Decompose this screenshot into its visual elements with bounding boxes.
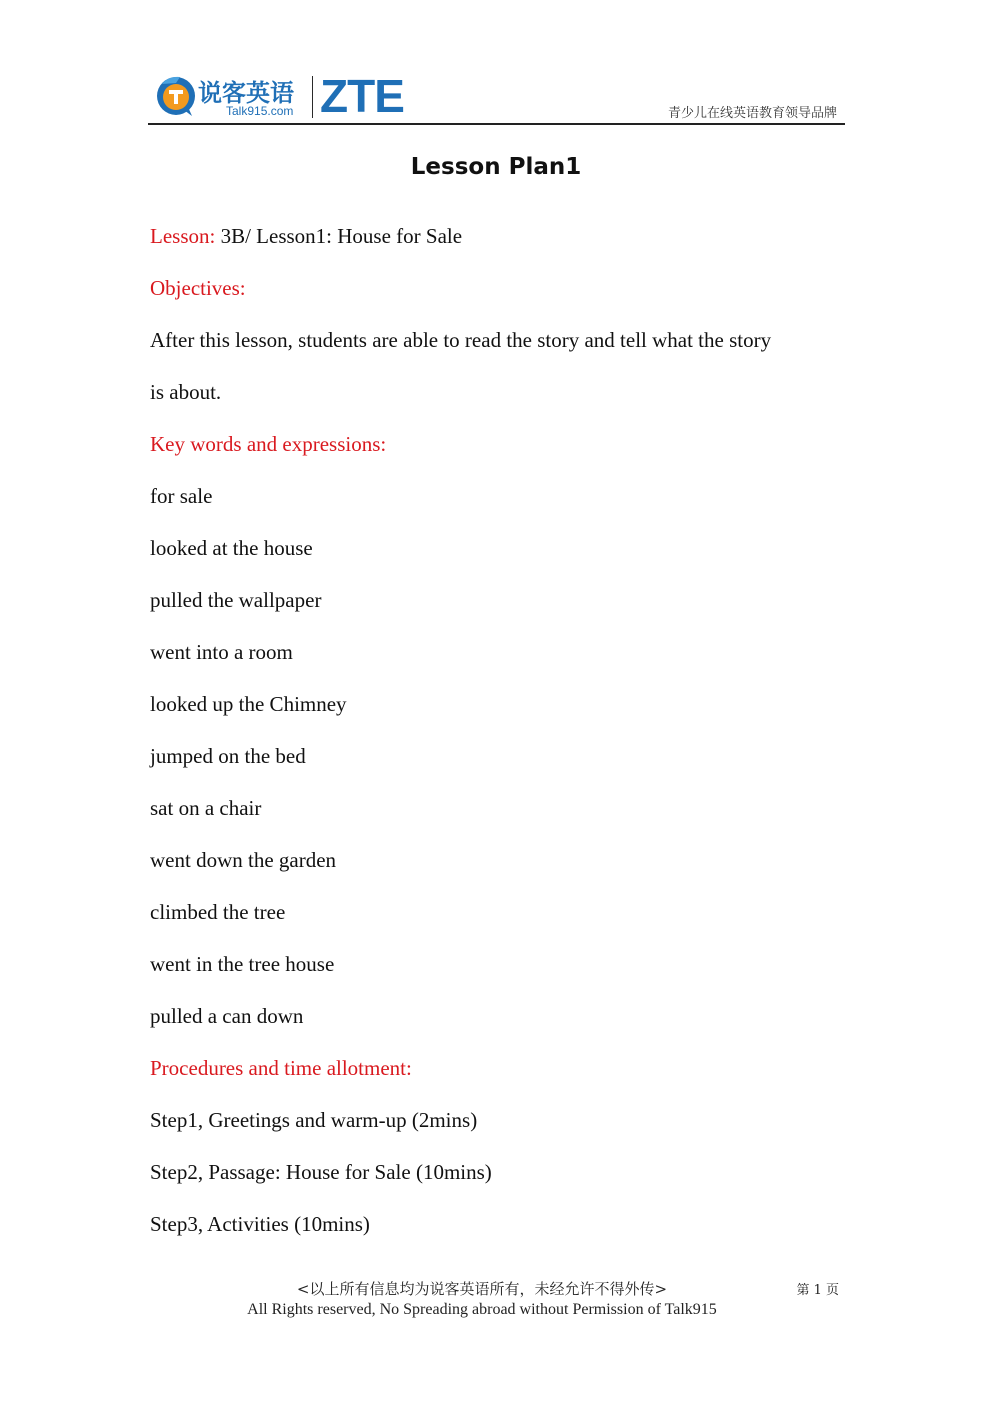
lesson-value: 3B/ Lesson1: House for Sale bbox=[215, 224, 463, 248]
objectives-text: After this lesson, students are able to read the story and tell what the story bbox=[150, 328, 772, 352]
keyword-item: looked up the Chimney bbox=[150, 692, 347, 716]
logo-url: Talk915.com bbox=[226, 104, 294, 118]
lesson-label: Lesson: bbox=[150, 224, 216, 248]
zte-logo: ZTE bbox=[320, 70, 404, 122]
keyword-item: pulled a can down bbox=[150, 1004, 304, 1028]
page-number: 第 1 页 bbox=[796, 1283, 839, 1298]
talk915-logo-icon bbox=[154, 74, 198, 118]
footer-notice-english: All Rights reserved, No Spreading abroad without Permission of Talk915 bbox=[247, 1301, 717, 1318]
keyword-item: pulled the wallpaper bbox=[150, 588, 322, 612]
keyword-item: looked at the house bbox=[150, 536, 313, 560]
document-body bbox=[150, 210, 850, 1250]
keyword-item: went into a room bbox=[150, 640, 293, 664]
procedure-step: Step2, Passage: House for Sale (10mins) bbox=[150, 1160, 492, 1184]
logo-chinese-name: 说客英语 bbox=[198, 79, 294, 107]
procedure-step: Step1, Greetings and warm-up (2mins) bbox=[150, 1108, 478, 1132]
keyword-item: sat on a chair bbox=[150, 796, 262, 820]
procedure-step: Step3, Activities (10mins) bbox=[150, 1212, 370, 1236]
keyword-item: went down the garden bbox=[150, 848, 337, 872]
footer-notice-chinese: <以上所有信息均为说客英语所有，未经允许不得外传> bbox=[296, 1280, 668, 1298]
keywords-heading: Key words and expressions: bbox=[150, 432, 387, 456]
procedures-heading: Procedures and time allotment: bbox=[150, 1056, 412, 1080]
keyword-item: climbed the tree bbox=[150, 900, 286, 924]
keyword-item: went in the tree house bbox=[150, 952, 335, 976]
objectives-text: is about. bbox=[150, 380, 222, 404]
header-tagline: 青少儿在线英语教育领导品牌 bbox=[667, 106, 837, 121]
keyword-item: jumped on the bed bbox=[150, 744, 306, 768]
talk915-logo bbox=[154, 70, 404, 122]
objectives-heading: Objectives: bbox=[150, 276, 246, 300]
lesson-line bbox=[150, 210, 850, 262]
document-title: Lesson Plan1 bbox=[410, 154, 582, 180]
page-footer bbox=[148, 1276, 845, 1326]
header-divider bbox=[148, 123, 845, 125]
page-header bbox=[148, 68, 845, 124]
logo-divider bbox=[312, 76, 313, 118]
keyword-item: for sale bbox=[150, 484, 213, 508]
